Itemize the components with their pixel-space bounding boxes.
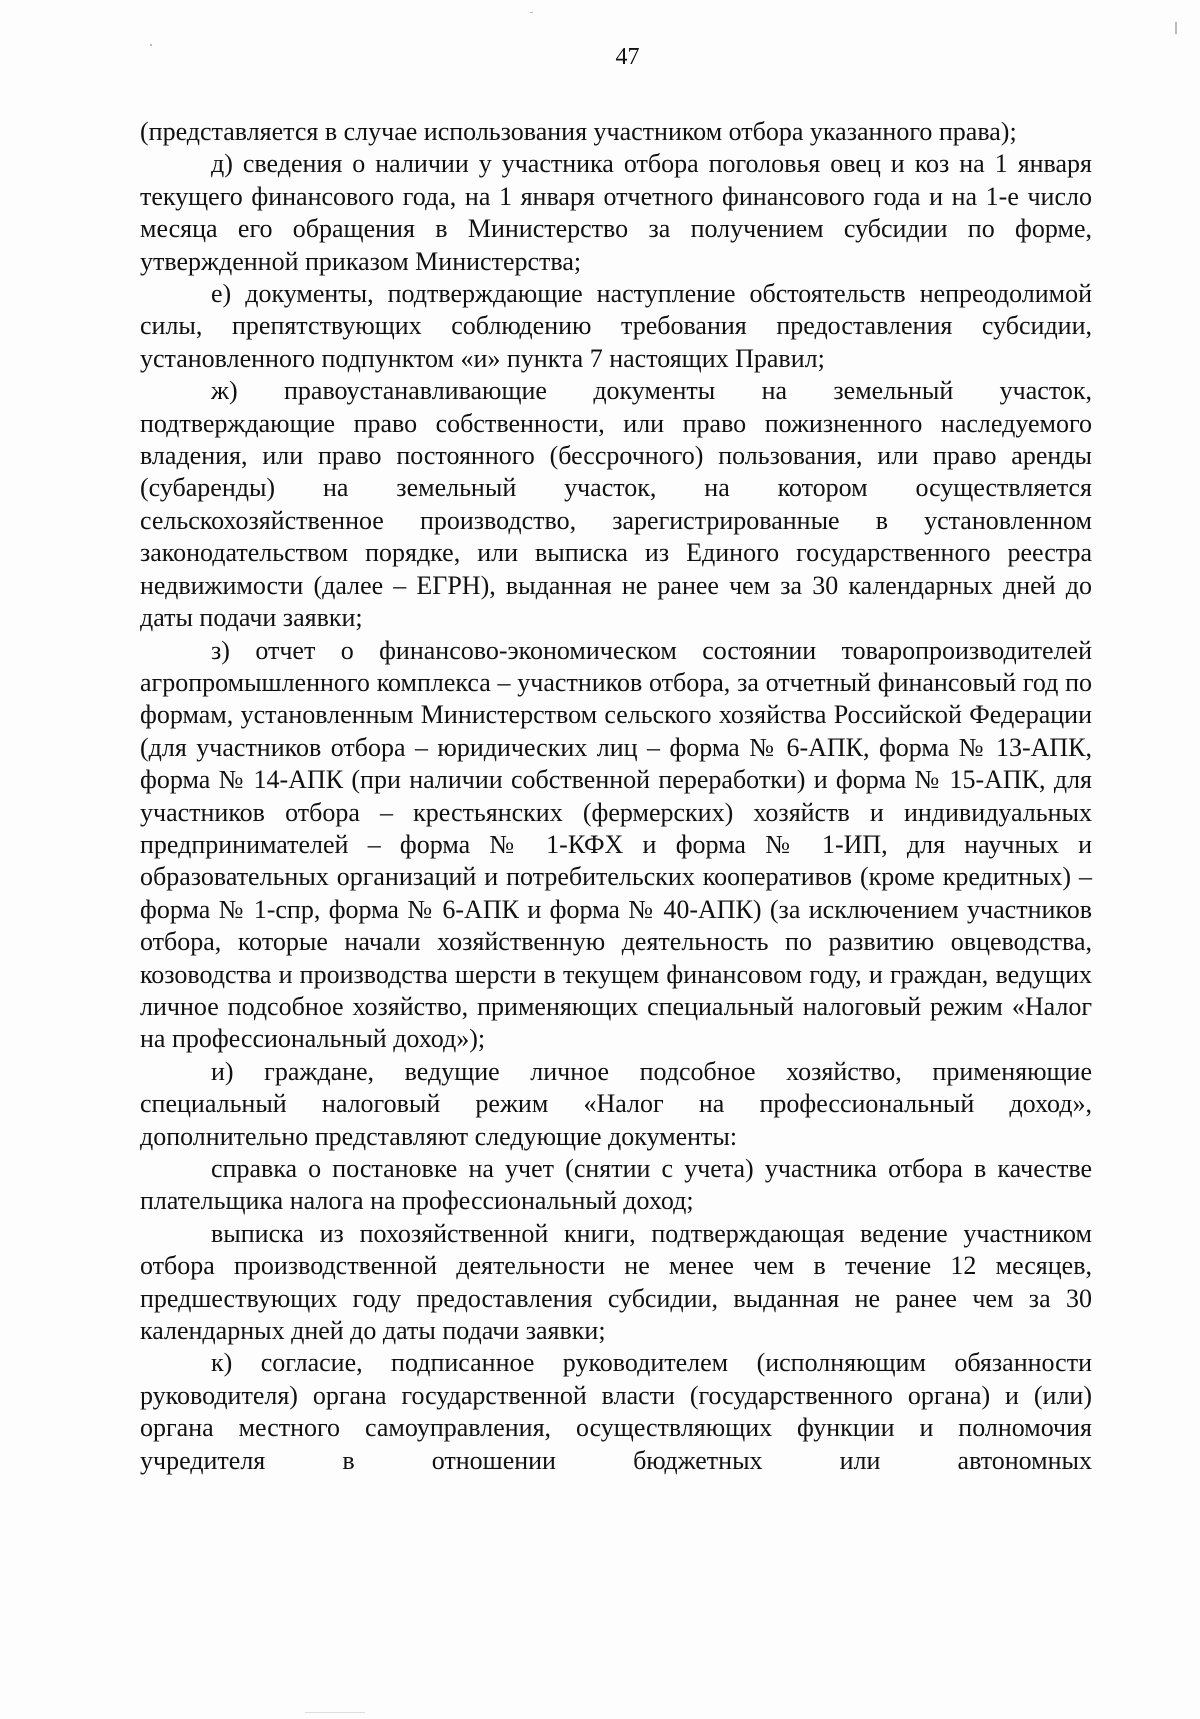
document-body xyxy=(140,116,1092,1477)
paragraph-subitem-extract: выписка из похозяйственной книги, подтверждающая ведение участником отбора производственной деятельности не менее чем в течение 12 месяцев, предшествующих году предоставления субсидии, выданная не ранее чем за 30 календарных дней до даты подачи заявки; xyxy=(140,1218,1092,1346)
page-number: 47 xyxy=(615,44,640,70)
paragraph-item-z: з) отчет о финансово-экономическом состоянии товаропроизводителей агропромышленного комплекса – участников отбора, за отчетный финансовый год по формам, установленным Министерством сельского хозяйства Российской Федерации (для участников отбора – юридических лиц – форма № 6-АПК, форма № 13-АПК, форма № 14-АПК (при наличии собственной переработки) и форма № 15-АПК, для участников отбора – крестьянских (фермерских) хозяйств и индивидуальных предпринимателей – форма № 1-КФХ и форма № 1-ИП, для научных и образовательных организаций и потребительских кооперативов (кроме кредитных) – форма № 1-спр, форма № 6-АПК и форма № 40-АПК) (за исключением участников отбора, которые начали хозяйственную деятельность по развитию овцеводства, козоводства и производства шерсти в текущем финансовом году, и граждан, ведущих личное подсобное хозяйство, применяющих специальный налоговый режим «Налог на профессиональный доход»); xyxy=(140,635,1092,1054)
scan-speck xyxy=(150,44,152,46)
paragraph-subitem-certificate: справка о постановке на учет (снятии с учета) участника отбора в качестве плательщика налога на профессиональный доход; xyxy=(140,1154,1092,1216)
paragraph-item-i: и) граждане, ведущие личное подсобное хозяйство, применяющие специальный налоговый режим «Налог на профессиональный доход», дополнительно представляют следующие документы: xyxy=(140,1056,1092,1151)
paragraph-continuation: (представляется в случае использования участником отбора указанного права); xyxy=(140,117,1017,146)
scan-speck xyxy=(530,12,533,13)
paragraph-item-d: д) сведения о наличии у участника отбора поголовья овец и коз на 1 января текущего финансового года, на 1 января отчетного финансового года и на 1-е число месяца его обращения в Министерство за получением субсидии по форме, утвержденной приказом Министерства; xyxy=(140,149,1092,276)
paragraph-item-e: е) документы, подтверждающие наступление обстоятельств непреодолимой силы, препятствующих соблюдению требования предоставления субсидии, установленного подпунктом «и» пункта 7 настоящих Правил; xyxy=(140,279,1092,373)
paragraph-item-k: к) согласие, подписанное руководителем (исполняющим обязанности руководителя) органа государственной власти (государственного органа) и (или) органа местного самоуправления, осуществляющих функции и полномочия учредителя в отношении бюджетных или автономных xyxy=(140,1348,1092,1475)
scan-speck xyxy=(1175,22,1177,34)
paragraph-item-zh: ж) правоустанавливающие документы на земельный участок, подтверждающие право собственности, или право пожизненного наследуемого владения, или право постоянного (бессрочного) пользования, или право аренды (субаренды) на земельный участок, на котором осуществляется сельскохозяйственное производство, зарегистрированные в установленном законодательством порядке, или выписка из Единого государственного реестра недвижимости (далее – ЕГРН), выданная не ранее чем за 30 календарных дней до даты подачи заявки; xyxy=(140,376,1092,633)
scan-speck xyxy=(305,1712,365,1713)
